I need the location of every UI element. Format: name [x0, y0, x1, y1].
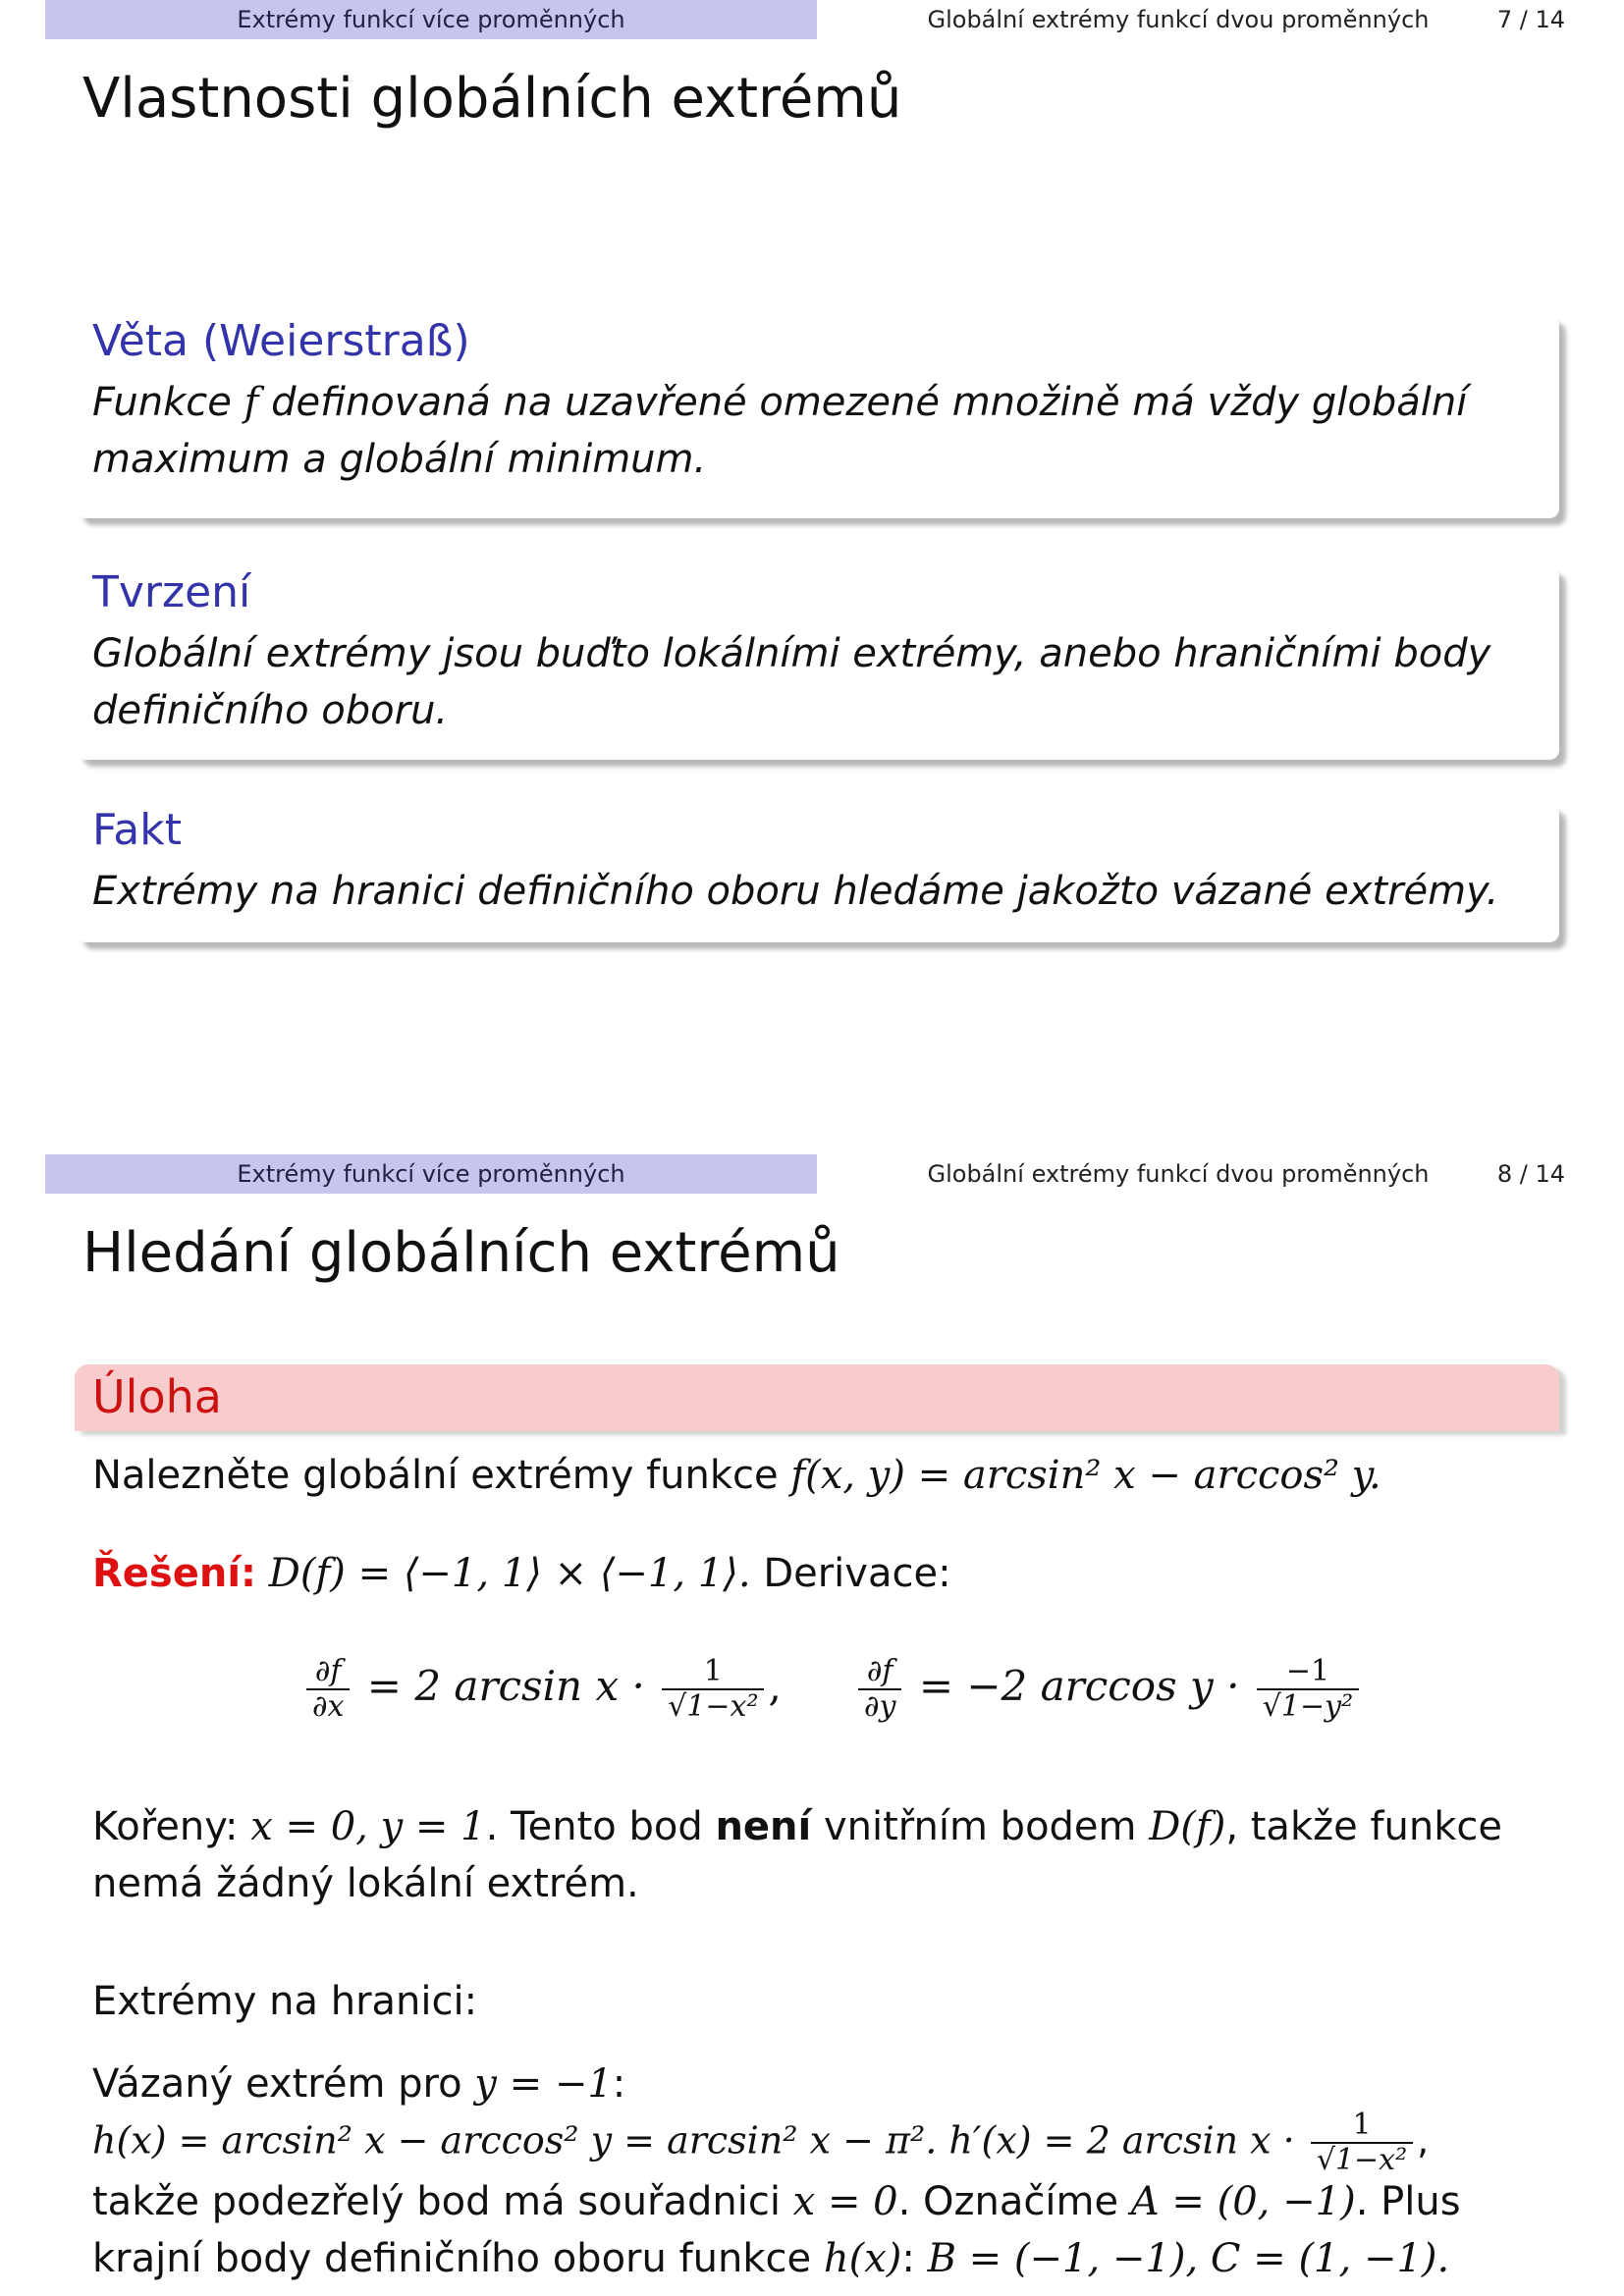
task-block-header: [75, 1364, 1559, 1431]
theorem-block: [77, 316, 1559, 518]
boundary-heading: Extrémy na hranici:: [92, 1979, 478, 2024]
header-subsection-title: Globální extrémy funkcí dvou proměnných: [927, 1160, 1430, 1188]
frame-title: Hledání globálních extrémů: [82, 1221, 840, 1285]
text: . Označíme: [897, 2179, 1131, 2224]
task-title: Úloha: [92, 1370, 222, 1423]
frac-num: ∂f: [306, 1655, 350, 1690]
block-body: Globální extrémy jsou buďto lokálními extrémy, anebo hraničními body definičního oboru.: [92, 631, 1491, 733]
emphasis: není: [715, 1804, 812, 1849]
text: krajní body definičního oboru funkce: [92, 2236, 824, 2281]
fraction: [306, 1655, 350, 1724]
block-body: [77, 366, 1559, 488]
fraction: [858, 1655, 901, 1724]
suspect-point-line: [92, 2173, 1461, 2230]
block-body: Extrémy na hranici definičního oboru hledáme jakožto vázané extrémy.: [92, 869, 1499, 914]
text: Vázaný extrém pro: [92, 2061, 475, 2107]
text: Nalezněte globální extrémy funkce: [92, 1453, 779, 1498]
math: D(f): [1149, 1804, 1226, 1849]
task-text: [92, 1447, 1381, 1504]
text: definovaná na uzavřené omezené množině má vždy globální maximum a globální minimum.: [92, 380, 1468, 482]
fraction: [1311, 2109, 1413, 2177]
math: A = (0, −1): [1130, 2179, 1356, 2224]
frame-title: Vlastnosti globálních extrémů: [82, 67, 902, 131]
text: Derivace:: [763, 1551, 951, 1596]
text: . Plus: [1355, 2179, 1461, 2224]
frac-den: ∂x: [312, 1689, 345, 1724]
math-var: f: [244, 380, 259, 425]
block-title: Věta (Weierstraß): [92, 316, 470, 366]
text: . Tento bod: [485, 1804, 716, 1849]
endpoints-line: [92, 2230, 1449, 2287]
header-section-title: Extrémy funkcí více proměnných: [45, 1154, 817, 1194]
frac-den: √1−x²: [1316, 2143, 1408, 2177]
roots-line-2: nemá žádný lokální extrém.: [92, 1861, 639, 1906]
text: vnitřním bodem: [811, 1804, 1150, 1849]
math: h(x): [823, 2236, 902, 2281]
frac-den: ∂y: [864, 1689, 896, 1724]
text: takže podezřelý bod má souřadnici: [92, 2179, 793, 2224]
punct: ,: [768, 1662, 782, 1710]
text: :: [612, 2061, 626, 2107]
frac-num: 1: [1311, 2109, 1413, 2144]
block-title: Tvrzení: [92, 567, 251, 617]
slide-8: [0, 1154, 1624, 2296]
punct: ,: [1417, 2118, 1430, 2163]
formula-rhs: = 2 arcsin x ·: [366, 1662, 645, 1710]
text: Kořeny:: [92, 1804, 251, 1849]
solution-line: [92, 1545, 951, 1602]
math: h(x) = arcsin² x − arccos² y = arcsin² x − π². h′(x) = 2 arcsin x ·: [92, 2118, 1295, 2163]
partial-derivative-y: [854, 1655, 1363, 1724]
h-function-line: [92, 2109, 1429, 2177]
task-formula: f(x, y) = arcsin² x − arccos² y.: [790, 1453, 1381, 1498]
math: B = (−1, −1), C = (1, −1).: [927, 2236, 1450, 2281]
math: y = −1: [474, 2061, 613, 2107]
formula-rhs: = −2 arccos y ·: [918, 1662, 1240, 1710]
fact-block: [77, 805, 1559, 942]
math: x = 0: [792, 2179, 898, 2224]
frac-num: 1: [662, 1655, 764, 1690]
fraction: [662, 1655, 764, 1724]
slide-header: [0, 0, 1624, 39]
header-subsection-title: Globální extrémy funkcí dvou proměnných: [927, 6, 1430, 33]
page-number: 8 / 14: [1496, 1160, 1565, 1188]
header-section-title: Extrémy funkcí více proměnných: [45, 0, 817, 39]
partial-derivative-x: [302, 1655, 782, 1724]
constraint-line: [92, 2056, 625, 2112]
text: , takže funkce: [1225, 1804, 1502, 1849]
block-title: Fakt: [92, 805, 182, 855]
math: x = 0, y = 1: [250, 1804, 486, 1849]
frac-num: ∂f: [858, 1655, 901, 1690]
roots-line: [92, 1798, 1502, 1855]
domain-formula: D(f) = ⟨−1, 1⟩ × ⟨−1, 1⟩.: [268, 1551, 751, 1596]
solution-label: Řešení:: [92, 1551, 257, 1596]
claim-block: [77, 567, 1559, 760]
text: Funkce: [92, 380, 244, 425]
fraction: [1257, 1655, 1359, 1724]
frac-den: √1−x²: [668, 1689, 759, 1724]
frac-num: −1: [1257, 1655, 1359, 1690]
page-number: 7 / 14: [1496, 6, 1565, 33]
frac-den: √1−y²: [1262, 1689, 1354, 1724]
text: :: [901, 2236, 928, 2281]
slide-header: [0, 1154, 1624, 1194]
